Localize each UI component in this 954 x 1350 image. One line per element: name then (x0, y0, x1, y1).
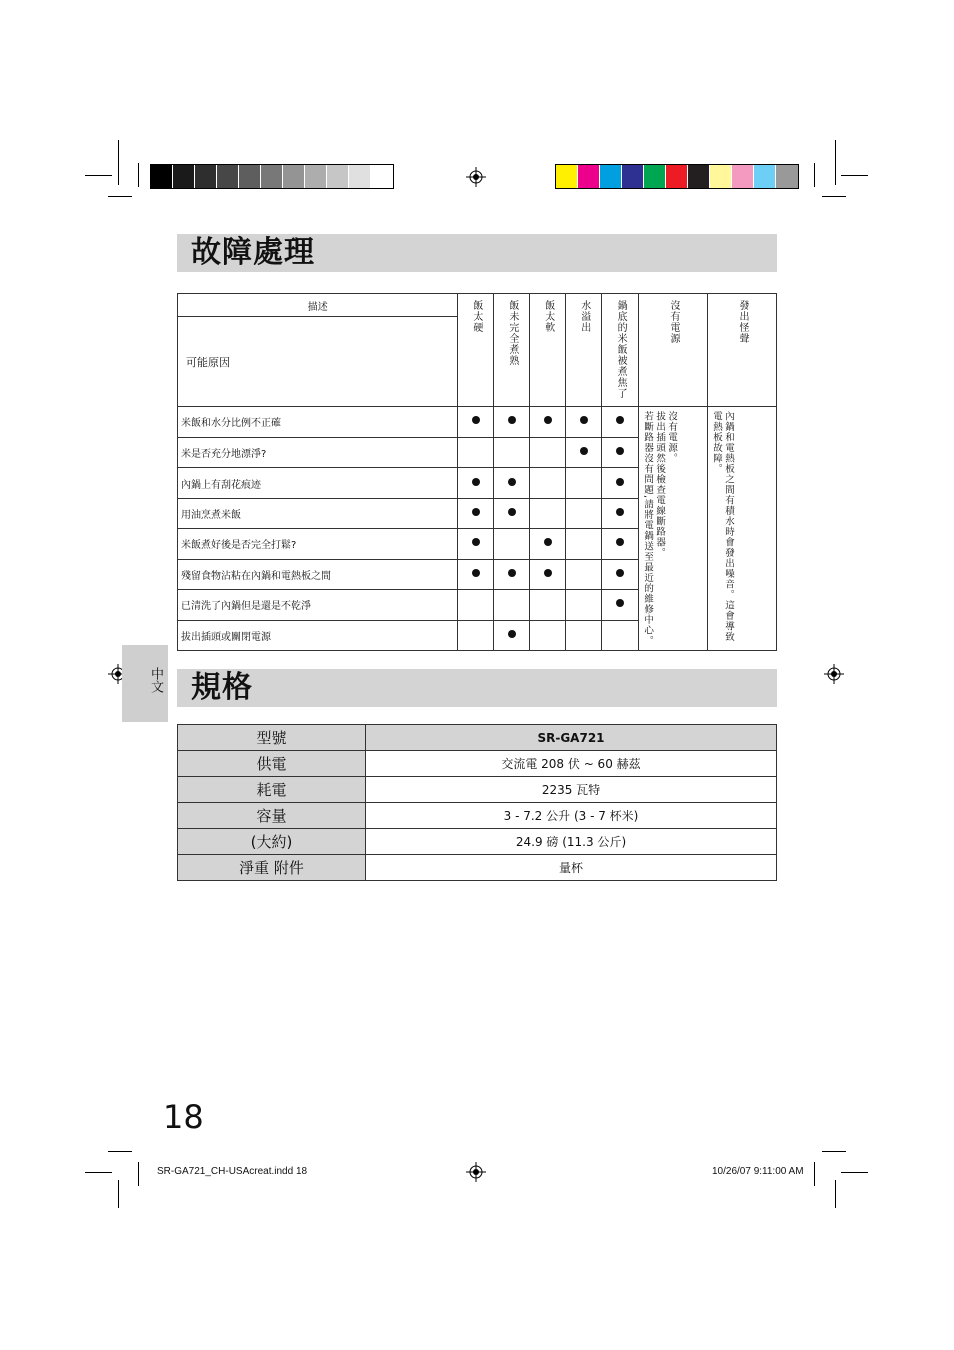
mark-cell (602, 498, 639, 528)
crop-mark (85, 175, 112, 176)
cause-label: 用油烹煮米飯 (178, 498, 458, 528)
bullet-icon (472, 478, 480, 486)
spec-row (178, 751, 777, 777)
mark-cell (494, 407, 530, 438)
mark-cell (494, 498, 530, 528)
color-swatch (710, 165, 732, 188)
mark-cell (530, 529, 566, 559)
mark-cell (494, 559, 530, 589)
crop-mark (814, 163, 815, 187)
color-swatch (666, 165, 688, 188)
mark-cell (566, 559, 602, 589)
color-swatch (578, 165, 600, 188)
spec-row (178, 725, 777, 751)
bullet-icon (580, 416, 588, 424)
mark-cell (494, 590, 530, 620)
spec-value: 3 - 7.2 公升 (3 - 7 杯米) (366, 803, 777, 829)
mark-cell (494, 529, 530, 559)
troubleshooting-table (177, 293, 777, 651)
crop-mark (138, 1162, 139, 1186)
bullet-icon (544, 569, 552, 577)
crop-mark (108, 196, 132, 197)
crop-mark (841, 175, 868, 176)
symptom-header: 飯太硬 (470, 300, 482, 333)
bullet-icon (616, 599, 624, 607)
spec-value: 2235 瓦特 (366, 777, 777, 803)
mark-cell (530, 498, 566, 528)
mark-cell (602, 559, 639, 589)
mark-cell (566, 468, 602, 498)
bullet-icon (508, 630, 516, 638)
symptom-header: 飯太軟 (542, 300, 554, 333)
bullet-icon (472, 538, 480, 546)
color-bar (555, 164, 799, 189)
symptom-header: 鍋底的米飯被煮焦了 (615, 300, 627, 399)
bullet-icon (544, 416, 552, 424)
mark-cell (530, 468, 566, 498)
color-swatch (173, 165, 195, 188)
bullet-icon (472, 508, 480, 516)
color-swatch (151, 165, 173, 188)
spec-key: 型號 (178, 725, 366, 751)
spec-key: 供電 (178, 751, 366, 777)
registration-mark-icon (466, 167, 486, 187)
mark-cell (602, 407, 639, 438)
cause-label: 內鍋上有刮花痕迹 (178, 468, 458, 498)
color-swatch (776, 165, 798, 188)
crop-mark (835, 140, 836, 185)
spec-value: SR-GA721 (366, 725, 777, 751)
mark-cell (530, 407, 566, 438)
mark-cell (458, 590, 494, 620)
bullet-icon (508, 508, 516, 516)
color-swatch (305, 165, 327, 188)
bullet-icon (472, 416, 480, 424)
crop-mark (118, 140, 119, 185)
crop-mark (85, 1172, 112, 1173)
bullet-icon (616, 569, 624, 577)
color-swatch (239, 165, 261, 188)
bullet-icon (616, 508, 624, 516)
color-swatch (688, 165, 710, 188)
mark-cell (530, 437, 566, 467)
language-tab-label: 中文 (148, 667, 163, 693)
mark-cell (602, 620, 639, 651)
cause-label: 殘留食物沾粘在內鍋和電熱板之間 (178, 559, 458, 589)
color-swatch (556, 165, 578, 188)
spec-row (178, 855, 777, 881)
spec-row (178, 803, 777, 829)
mark-cell (602, 590, 639, 620)
bullet-icon (472, 569, 480, 577)
spec-key: (大約) (178, 829, 366, 855)
bullet-icon (508, 569, 516, 577)
mark-cell (458, 437, 494, 467)
spec-key: 耗電 (178, 777, 366, 803)
color-swatch (261, 165, 283, 188)
color-swatch (371, 165, 393, 188)
date-slug: 10/26/07 9:11:00 AM (712, 1166, 804, 1177)
cause-label: 米飯煮好後是否完全打鬆? (178, 529, 458, 559)
spec-row (178, 777, 777, 803)
mark-cell (566, 529, 602, 559)
file-slug: SR-GA721_CH-USAcreat.indd 18 (157, 1166, 308, 1177)
crop-mark (841, 1172, 868, 1173)
bullet-icon (616, 538, 624, 546)
crop-mark (108, 1151, 132, 1152)
mark-cell (458, 559, 494, 589)
mark-cell (458, 468, 494, 498)
mark-cell (458, 407, 494, 438)
mark-cell (458, 529, 494, 559)
mark-cell (458, 498, 494, 528)
color-swatch (622, 165, 644, 188)
spec-row (178, 829, 777, 855)
mark-cell (494, 620, 530, 651)
mark-cell (458, 620, 494, 651)
bullet-icon (580, 447, 588, 455)
describe-header: 描述 (178, 294, 458, 317)
no-power-remedy: 沒有電源。 拔出插頭然後檢查電線斷路器。 若斷路器沒有問題,請將電鍋送至最近的維修中心。 (642, 411, 678, 647)
bullet-icon (508, 416, 516, 424)
symptom-header: 飯未完全煮熟 (506, 300, 518, 366)
cause-label: 已清洗了內鍋但是還是不乾淨 (178, 590, 458, 620)
registration-mark-icon (824, 664, 844, 684)
crop-mark (835, 1180, 836, 1208)
mark-cell (566, 437, 602, 467)
mark-cell (530, 620, 566, 651)
page-number: 18 (163, 1098, 204, 1136)
color-swatch (217, 165, 239, 188)
symptom-header: 水溢出 (578, 300, 590, 333)
color-swatch (732, 165, 754, 188)
mark-cell (494, 468, 530, 498)
cause-label: 拔出插頭或關閉電源 (178, 620, 458, 651)
bullet-icon (616, 447, 624, 455)
color-swatch (195, 165, 217, 188)
mark-cell (530, 590, 566, 620)
language-tab (122, 645, 168, 722)
color-swatch (327, 165, 349, 188)
spec-title: 規格 (191, 670, 253, 705)
spec-key: 容量 (178, 803, 366, 829)
troubleshooting-header (177, 234, 777, 272)
color-swatch (283, 165, 305, 188)
mark-cell (602, 437, 639, 467)
mark-cell (530, 559, 566, 589)
table-row (178, 407, 777, 438)
mark-cell (566, 498, 602, 528)
symptom-header: 沒有電源 (668, 300, 680, 344)
registration-mark-icon (466, 1162, 486, 1182)
mark-cell (566, 590, 602, 620)
noise-remedy: 內鍋和電熱板之間有積水時會發出噪音。這會導致 電熱板故障。 (711, 411, 735, 642)
mark-cell (494, 437, 530, 467)
bullet-icon (616, 416, 624, 424)
color-swatch (754, 165, 776, 188)
cause-label: 米是否充分地漂淨? (178, 437, 458, 467)
color-swatch (600, 165, 622, 188)
crop-mark (822, 1151, 846, 1152)
spec-value: 量杯 (366, 855, 777, 881)
spec-table (177, 724, 777, 881)
color-swatch (349, 165, 371, 188)
crop-mark (138, 163, 139, 187)
grayscale-bar (150, 164, 394, 189)
color-swatch (644, 165, 666, 188)
cause-header: 可能原因 (178, 317, 458, 407)
mark-cell (602, 529, 639, 559)
crop-mark (822, 196, 846, 197)
spec-key: 淨重 附件 (178, 855, 366, 881)
troubleshooting-title: 故障處理 (191, 235, 315, 270)
crop-mark (814, 1162, 815, 1186)
spec-header (177, 669, 777, 707)
bullet-icon (508, 478, 516, 486)
bullet-icon (616, 478, 624, 486)
mark-cell (566, 407, 602, 438)
bullet-icon (544, 538, 552, 546)
spec-value: 交流電 208 伏 ~ 60 赫茲 (366, 751, 777, 777)
symptom-header: 發出怪聲 (737, 300, 748, 344)
crop-mark (118, 1180, 119, 1208)
mark-cell (602, 468, 639, 498)
mark-cell (566, 620, 602, 651)
cause-label: 米飯和水分比例不正確 (178, 407, 458, 438)
spec-value: 24.9 磅 (11.3 公斤) (366, 829, 777, 855)
